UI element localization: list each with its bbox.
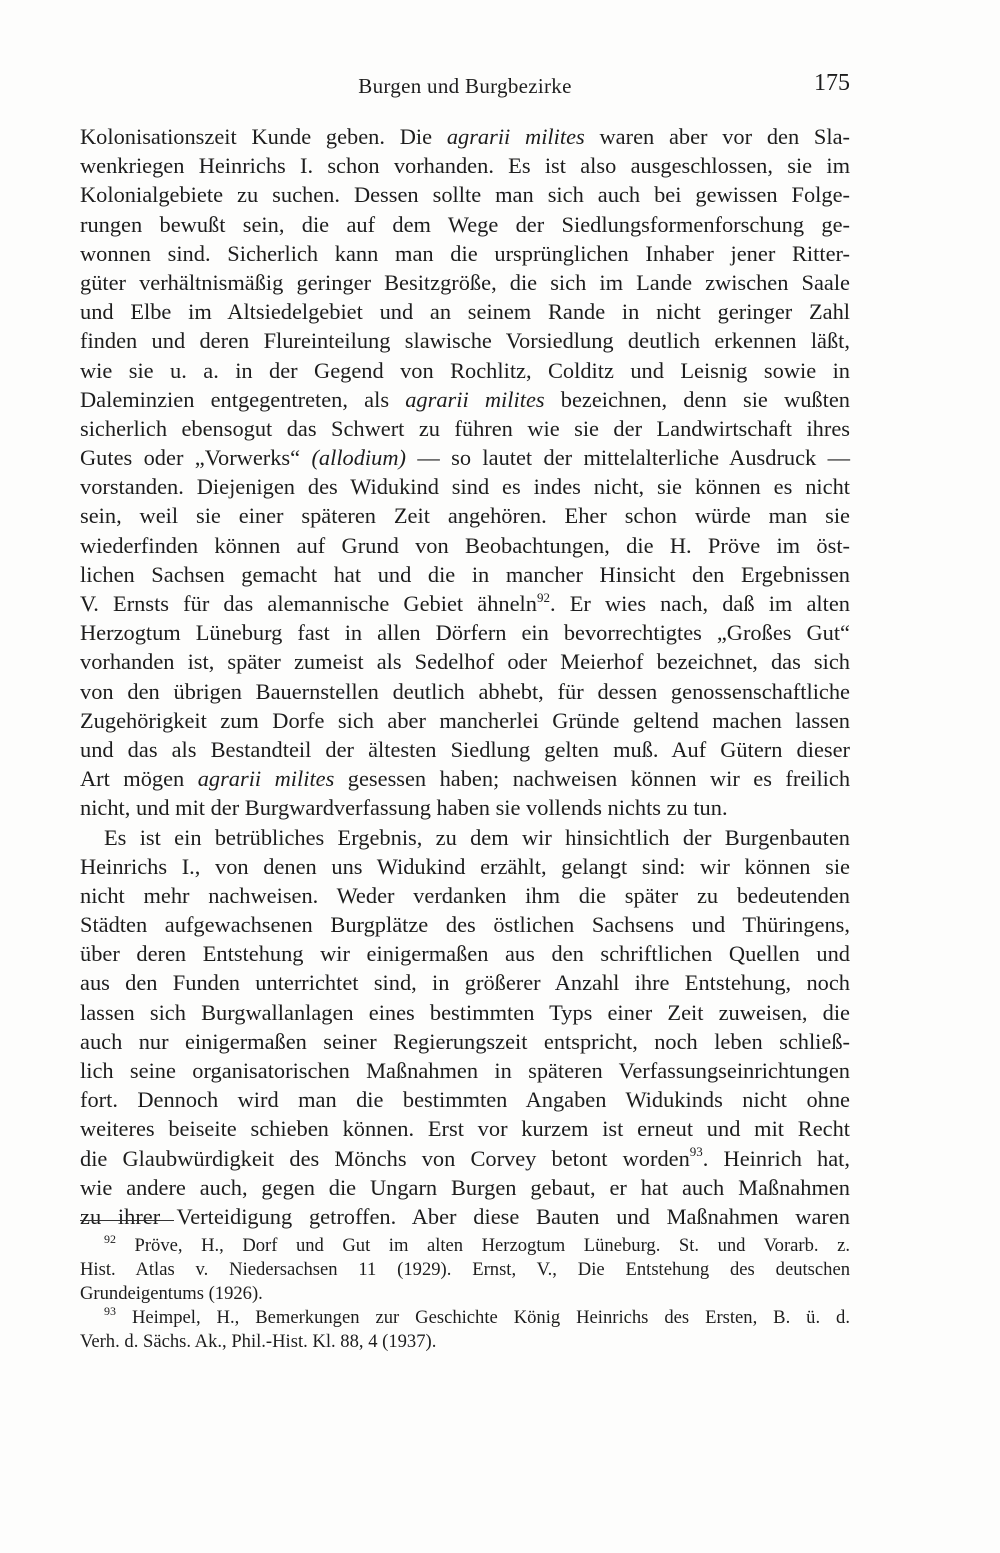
footnotes (80, 1231, 850, 1354)
text-line: Zugehörigkeit zum Dorfe sich aber mancherlei Gründe geltend machen lassen (80, 707, 850, 733)
text-line: lich seine organisatorischen Maßnahmen in späteren Verfassungseinrichtungen (80, 1058, 850, 1083)
text-line: Kolonialgebiete zu suchen. Dessen sollte man sich auch bei gewissen Folge- (80, 182, 850, 208)
running-header (80, 70, 850, 104)
text-line: V. Ernsts für das alemannische Gebiet ähneln$^{92}$. Er wies nach, daß im alten (80, 589, 850, 616)
body-text (80, 122, 850, 1231)
page-number: 175 (814, 70, 850, 96)
text-line: wie sie u. a. in der Gegend von Rochlitz, Colditz und Leisnig sowie in (80, 357, 850, 383)
text-line: aus den Funden unterrichtet sind, in größerer Anzahl ihre Entstehung, noch (80, 970, 850, 996)
text-line: Kolonisationszeit Kunde geben. Die agrarii milites waren aber vor den Sla- (80, 124, 850, 149)
text-line: wenkriegen Heinrichs I. schon vorhanden. Es ist also ausgeschlossen, sie im (80, 153, 850, 179)
text-line: Herzogtum Lüneburg fast in allen Dörfern ein bevorrechtigtes „Großes Gut“ (80, 620, 850, 646)
text-line: wie andere auch, gegen die Ungarn Burgen gebaut, er hat auch Maßnahmen (80, 1174, 850, 1200)
text-line: über deren Entstehung wir einigermaßen aus den schriftlichen Quellen und (80, 941, 850, 967)
text-line: Heinrichs I., von denen uns Widukind erzählt, gelangt sind: wir können sie (80, 853, 850, 879)
text-line: finden und deren Flureinteilung slawische Vorsiedlung deutlich erkennen läßt, (80, 328, 850, 354)
text-line: lichen Sachsen gemacht hat und die in mancher Hinsicht den Ergebnissen (80, 561, 850, 587)
footnote-ref-93: 93 (689, 1144, 703, 1160)
footnote-line: Verh. d. Sächs. Ak., Phil.-Hist. Kl. 88, 4 (1937). (80, 1331, 437, 1352)
text-line: zu ihrer Verteidigung getroffen. Aber diese Bauten und Maßnahmen waren (80, 1203, 850, 1229)
text-line: lassen sich Burgwallanlagen eines bestimmten Typs einer Zeit zuweisen, die (80, 999, 850, 1025)
text-line: und Elbe im Altsiedelgebiet und an seinem Rande in nicht geringer Zahl (80, 299, 850, 325)
text-line: Daleminzien entgegentreten, als agrarii milites bezeichnen, denn sie wußten (80, 386, 850, 412)
text-line: güter verhältnismäßig geringer Besitzgröße, die sich im Lande zwischen Saale (80, 269, 850, 295)
text-line: weiteres beiseite schieben können. Erst vor kurzem ist erneut und mit Recht (80, 1116, 850, 1142)
text-line: Art mögen agrarii milites gesessen haben; nachweisen können wir es freilich (80, 766, 851, 792)
text-line: nicht, und mit der Burgwardverfassung haben sie vollends nichts zu tun. (80, 795, 728, 821)
text-line: und das als Bestandteil der ältesten Siedlung gelten muß. Auf Gütern dieser (80, 736, 850, 762)
footnote-line: $^{93}$ Heimpel, H., Bemerkungen zur Geschichte König Heinrichs des Ersten, B. ü. d. (104, 1303, 850, 1328)
footnote-ref-92: 92 (536, 589, 550, 605)
text-line: Städten aufgewachsenen Burgplätze des östlichen Sachsens und Thüringens, (80, 912, 850, 938)
text-line: wonnen sind. Sicherlich kann man die ursprünglichen Inhaber jener Ritter- (80, 240, 850, 266)
footnote-number: 93 (104, 1303, 116, 1318)
footnote-line: Grundeigentums (1926). (80, 1283, 263, 1304)
text-line: fort. Dennoch wird man die bestimmten Angaben Widukinds nicht ohne (80, 1087, 850, 1113)
text-line: vorhanden ist, später zumeist als Sedelhof oder Meierhof bezeichnet, das sich (80, 649, 850, 675)
text-line: Gutes oder „Vorwerks“ (allodium) — so lautet der mittelalterliche Ausdruck — (80, 445, 850, 471)
text-line: sein, weil sie einer späteren Zeit angehören. Eher schon würde man sie (80, 503, 850, 529)
text-line: die Glaubwürdigkeit des Mönchs von Corvey betont worden$^{93}$. Heinrich hat, (80, 1144, 850, 1171)
text-line: Es ist ein betrübliches Ergebnis, zu dem wir hinsichtlich der Burgenbauten (104, 824, 850, 850)
text-line: nicht mehr nachweisen. Weder verdanken ihm die später zu bedeutenden (80, 882, 850, 908)
text-line: sicherlich ebensogut das Schwert zu führen wie sie der Landwirtschaft ihres (80, 415, 850, 441)
footnote-line: $^{92}$ Pröve, H., Dorf und Gut im alten Herzogtum Lüneburg. St. und Vorarb. z. (104, 1231, 850, 1256)
text-line: vorstanden. Diejenigen des Widukind sind es indes nicht, sie können es nicht (80, 474, 850, 500)
text-line: rungen bewußt sein, die auf dem Wege der Siedlungsformenforschung ge- (80, 211, 850, 237)
text-line: wiederfinden können auf Grund von Beobachtungen, die H. Pröve im öst- (80, 532, 850, 558)
text-line: von den übrigen Bauernstellen deutlich abhebt, für dessen genossenschaftliche (80, 678, 850, 704)
footnote-line: Hist. Atlas v. Niedersachsen 11 (1929). Ernst, V., Die Entstehung des deutschen (80, 1259, 850, 1280)
footnote-separator (80, 1220, 174, 1221)
running-title: Burgen und Burgbezirke (358, 74, 572, 98)
text-line: auch nur einigermaßen seiner Regierungszeit entspricht, noch leben schließ- (80, 1028, 850, 1054)
footnote-number: 92 (104, 1231, 116, 1246)
